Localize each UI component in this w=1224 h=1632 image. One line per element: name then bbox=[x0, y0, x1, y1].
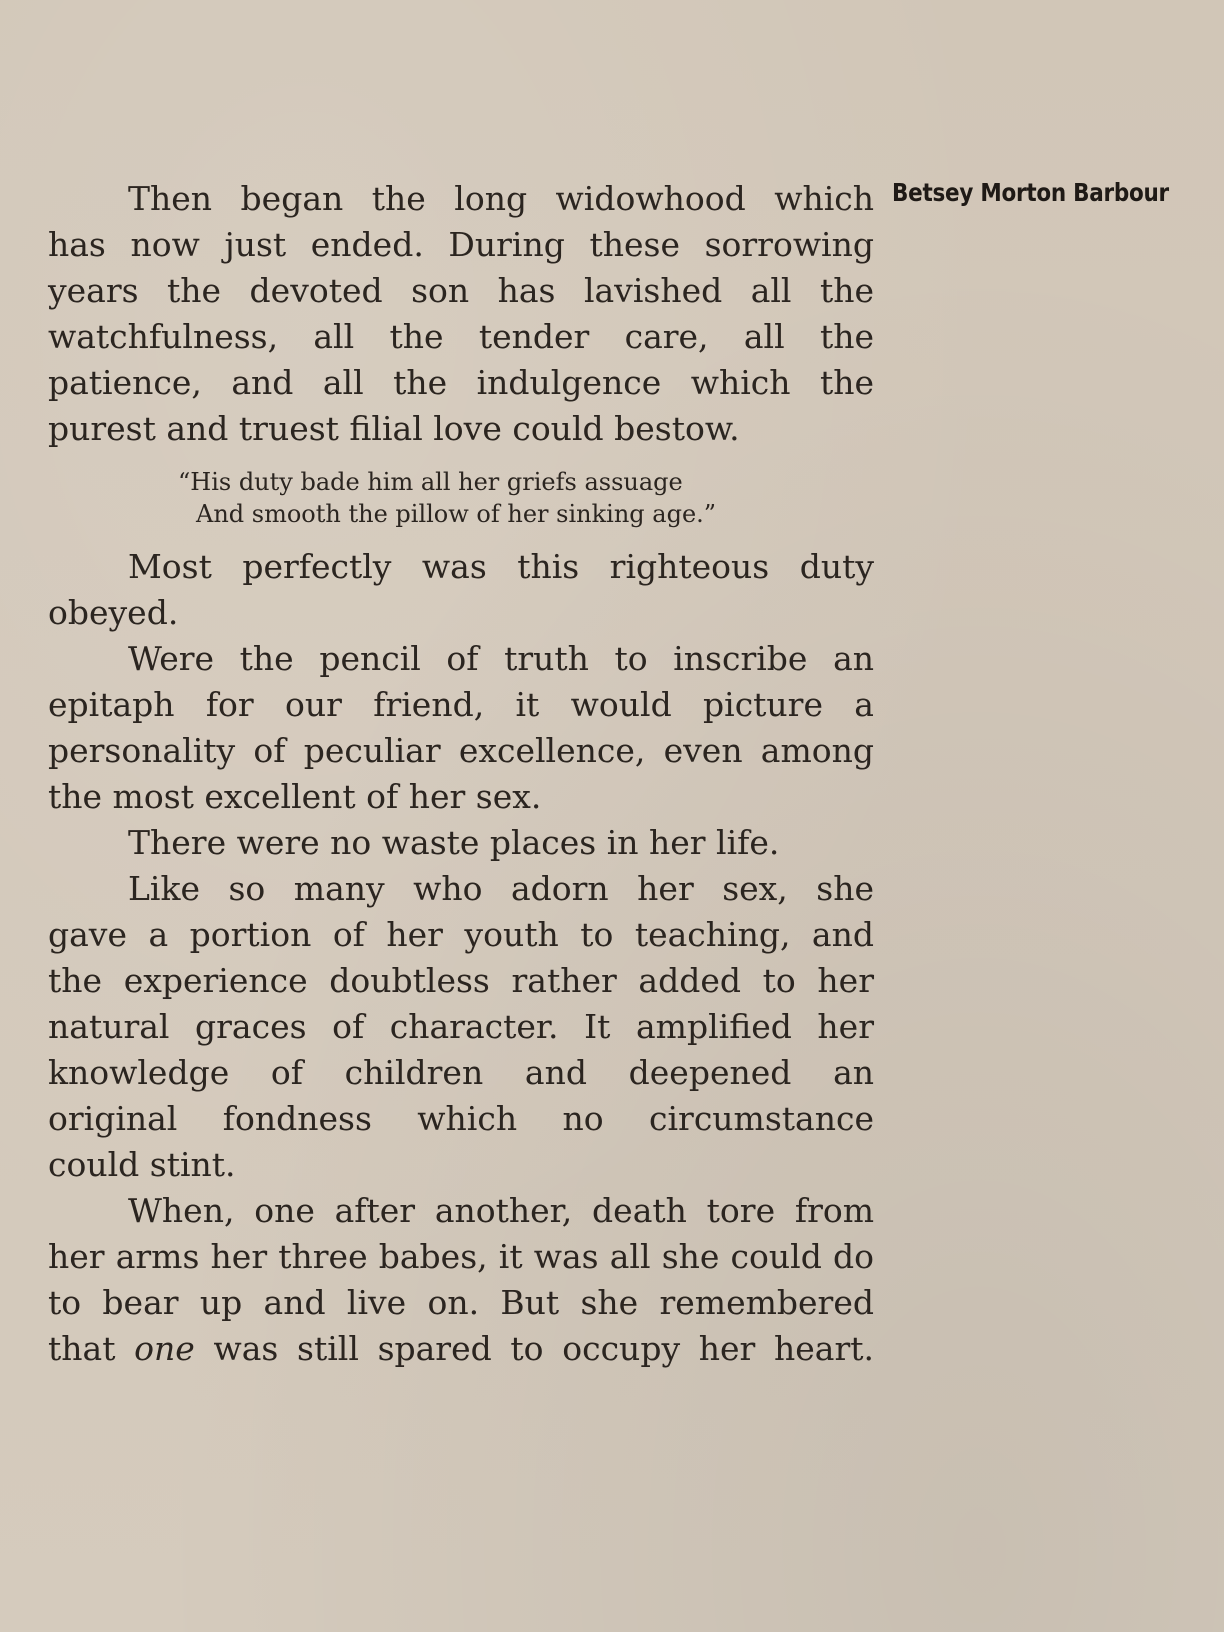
verse-line: And smooth the pillow of her sinking age.” bbox=[196, 500, 717, 528]
text-line: knowledge of children and deepened an bbox=[48, 1053, 874, 1092]
text-line: gave a portion of her youth to teaching, and bbox=[48, 915, 874, 954]
text-line: Like so many who adorn her sex, she bbox=[128, 869, 874, 908]
text-line: epitaph for our friend, it would picture a bbox=[48, 685, 874, 724]
text-line: original fondness which no circumstance bbox=[48, 1099, 874, 1138]
text-segment: was still spared to occupy her heart. bbox=[194, 1329, 874, 1368]
text-line: the experience doubtless rather added to her bbox=[48, 961, 874, 1000]
text-line: obeyed. bbox=[48, 593, 179, 632]
text-line-final bbox=[48, 1326, 874, 1372]
running-head: Betsey Morton Barbour bbox=[892, 178, 1169, 207]
text-line: watchfulness, all the tender care, all the bbox=[48, 317, 874, 356]
text-line: purest and truest filial love could bestow. bbox=[48, 409, 740, 448]
text-line: Then began the long widowhood which bbox=[128, 179, 874, 218]
verse-line: “His duty bade him all her griefs assuage bbox=[178, 468, 683, 496]
text-line: personality of peculiar excellence, even among bbox=[48, 731, 874, 770]
text-line: patience, and all the indulgence which the bbox=[48, 363, 874, 402]
text-line: years the devoted son has lavished all the bbox=[48, 271, 874, 310]
text-line: has now just ended. During these sorrowing bbox=[48, 225, 874, 264]
paragraph-3 bbox=[48, 636, 874, 820]
text-line: Most perfectly was this righteous duty bbox=[128, 547, 874, 586]
paragraph-1 bbox=[48, 176, 874, 452]
text-line: her arms her three babes, it was all she could do bbox=[48, 1237, 874, 1276]
verse-quote bbox=[178, 466, 874, 530]
emphasized-word: one bbox=[134, 1329, 195, 1368]
paragraph-2 bbox=[48, 544, 874, 636]
paragraph-4 bbox=[48, 820, 874, 866]
text-line: There were no waste places in her life. bbox=[128, 823, 780, 862]
text-line: Were the pencil of truth to inscribe an bbox=[128, 639, 874, 678]
paragraph-6 bbox=[48, 1188, 874, 1372]
text-line: When, one after another, death tore from bbox=[128, 1191, 874, 1230]
text-line: to bear up and live on. But she remembered bbox=[48, 1283, 874, 1322]
paragraph-5 bbox=[48, 866, 874, 1188]
text-line: could stint. bbox=[48, 1145, 236, 1184]
text-line: the most excellent of her sex. bbox=[48, 777, 542, 816]
text-segment: that bbox=[48, 1329, 135, 1368]
text-line: natural graces of character. It amplified her bbox=[48, 1007, 874, 1046]
body-text bbox=[48, 176, 874, 1372]
